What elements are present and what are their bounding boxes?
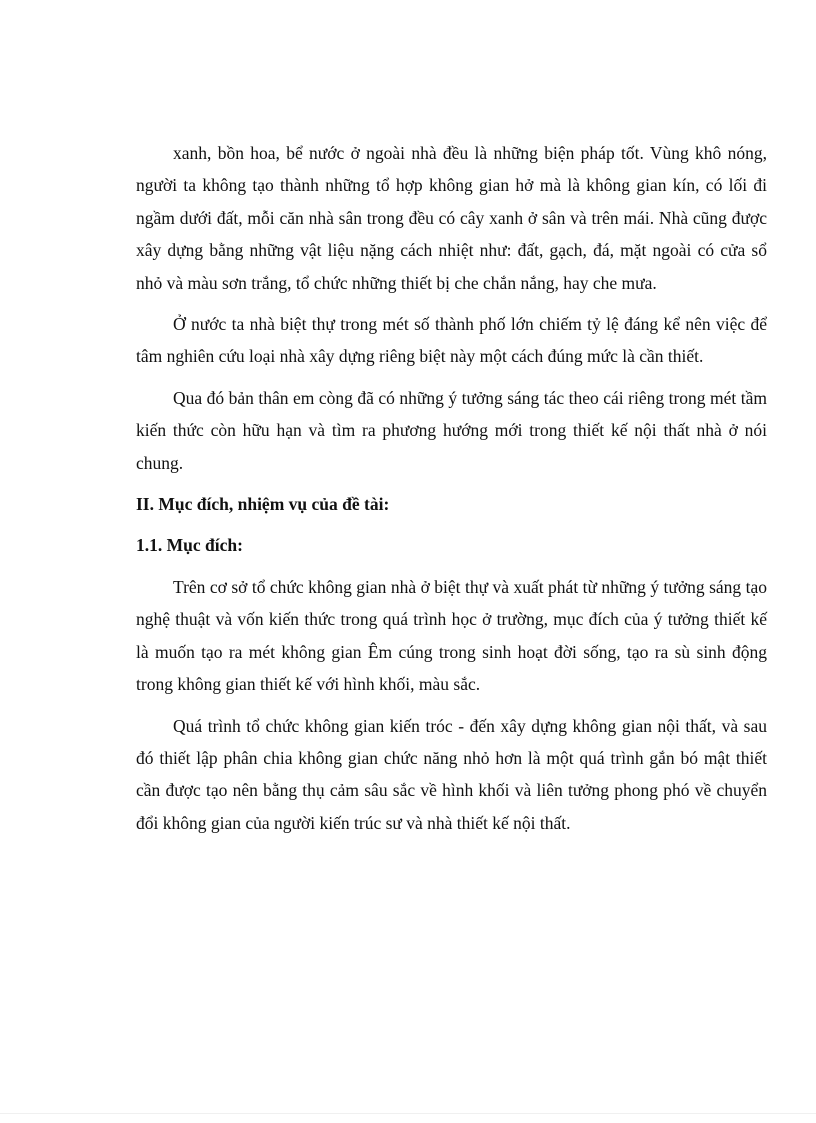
paragraph-climate-measures: xanh, bồn hoa, bể nước ở ngoài nhà đều là những biện pháp tốt. Vùng khô nóng, người ta không tạo thành những tổ hợp không gian hở mà là không gian kín, có lối đi ngầm dưới đất, mỗi căn nhà sân trong đều có cây xanh ở sân và trên mái. Nhà cũng được xây dựng bằng những vật liệu nặng cách nhiệt như: đất, gạch, đá, mặt ngoài có cửa sổ nhỏ và màu sơn trắng, tổ chức những thiết bị che chắn nắng, hay che mưa. <box>136 143 767 293</box>
subsection-heading-purpose: 1.1. Mục đích: <box>136 535 243 556</box>
paragraph-space-organization: Quá trình tổ chức không gian kiến tróc - đến xây dựng không gian nội thất, và sau đó thiết lập phân chia không gian chức năng nhỏ hơn là một quá trình gắn bó mật thiết cần được tạo nên bằng thụ cảm sâu sắc về hình khối và liên tưởng phong phó về chuyển đổi không gian của người kiến trúc sư và nhà thiết kế nội thất. <box>136 715 767 833</box>
document-body <box>136 137 767 848</box>
paragraph-design-ideas: Qua đó bản thân em còng đã có những ý tưởng sáng tác theo cái riêng trong mét tầm kiến thức còn hữu hạn và tìm ra phương hướng mới trong thiết kế nội thất nhà ở nói chung. <box>136 387 767 473</box>
page-bottom-divider <box>0 1113 816 1114</box>
paragraph-villa-research: Ở nước ta nhà biệt thự trong mét số thành phố lớn chiếm tỷ lệ đáng kể nên việc để tâm nghiên cứu loại nhà xây dựng riêng biệt này một cách đúng mức là cần thiết. <box>136 314 767 367</box>
paragraph-purpose: Trên cơ sở tổ chức không gian nhà ở biệt thự và xuất phát từ những ý tưởng sáng tạo nghệ thuật và vốn kiến thức trong quá trình học ở trường, mục đích của ý tưởng thiết kế là muốn tạo ra mét không gian Êm cúng trong sinh hoạt đời sống, tạo ra sù sinh động trong không gian thiết kế với hình khối, màu sắc. <box>136 576 767 695</box>
section-heading-purpose-tasks: II. Mục đích, nhiệm vụ của đề tài: <box>136 494 390 515</box>
